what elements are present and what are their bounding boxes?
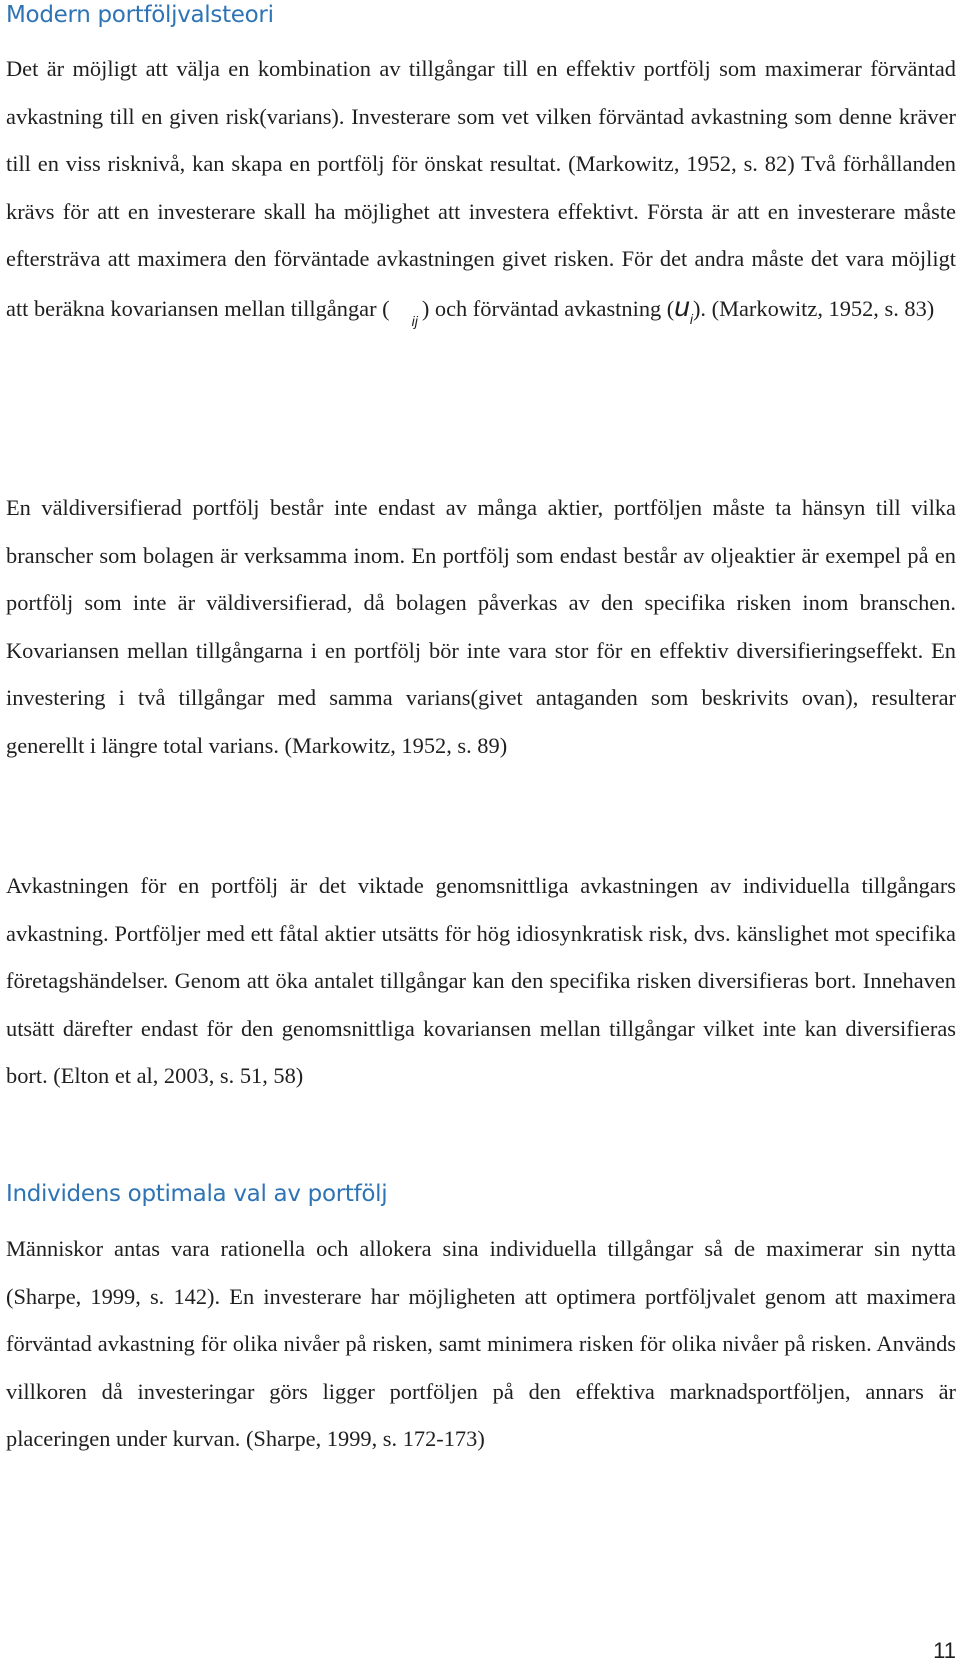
document-page [6, 0, 956, 1677]
symbol-u-subscript: i [689, 310, 693, 327]
symbol-u: u [674, 290, 690, 322]
page-number: 11 [933, 1638, 956, 1663]
paragraph-text-part-c: ). (Markowitz, 1952, s. 83) [692, 295, 935, 321]
paragraph-efficient-portfolio [6, 45, 956, 335]
paragraph-text-part-b: ) och förväntad avkastning ( [421, 295, 675, 321]
paragraph-text-part-a: Det är möjligt att välja en kombination av tillgångar till en effektiv portfölj som maximerar förväntad avkastning till en given risk(varians). Investerare som vet vilken förväntad avkastning som denne kräver till en viss risknivå, kan skapa en portfölj för önskat resultat. (Markowitz, 1952, s. 82) Två förhållanden krävs för att en investerare skall ha möjlighet att investera effektivt. Första är att en investerare måste eftersträva att maximera den förväntade avkastningen givet risken. För det andra måste det vara möjligt att beräkna kovariansen mellan tillgångar ( [6, 56, 956, 321]
paragraph-diversification: En väldiversifierad portfölj består inte endast av många aktier, portföljen måste ta hänsyn till vilka branscher som bolagen är verksamma inom. En portfölj som endast består av oljeaktier är exempel på en portfölj som inte är väldiversifierad, då bolagen påverkas av den specifika risken inom branschen. Kovariansen mellan tillgångarna i en portfölj bör inte vara stor för en effektiv diversifieringseffekt. En investering i två tillgångar med samma varians(givet antaganden som beskrivits ovan), resulterar generellt i längre total varians. (Markowitz, 1952, s. 89) [6, 495, 956, 758]
symbol-sigma-ij: ij [411, 312, 418, 329]
paragraph-portfolio-return: Avkastningen för en portfölj är det viktade genomsnittliga avkastningen av individuella tillgångars avkastning. Portföljer med ett fåtal aktier utsätts för hög idiosynkratisk risk, dvs. känslighet mot specifika företagshändelser. Genom att öka antalet tillgångar kan den specifika risken diversifieras bort. Innehaven utsätt därefter endast för den genomsnittliga kovariansen mellan tillgångar vilket inte kan diversifieras bort. (Elton et al, 2003, s. 51, 58) [6, 873, 956, 1088]
section-heading-portfolio-theory: Modern portföljvalsteori [6, 2, 274, 28]
paragraph-rational-investors: Människor antas vara rationella och allokera sina individuella tillgångar så de maximerar sin nytta (Sharpe, 1999, s. 142). En investerare har möjligheten att optimera portföljvalet genom att maximera förväntad avkastning för olika nivåer på risken, samt minimera risken för olika nivåer på risken. Används villkoren då investeringar görs ligger portföljen på den effektiva marknadsportföljen, annars är placeringen under kurvan. (Sharpe, 1999, s. 172-173) [6, 1236, 956, 1451]
section-heading-optimal-choice: Individens optimala val av portfölj [6, 1181, 388, 1207]
